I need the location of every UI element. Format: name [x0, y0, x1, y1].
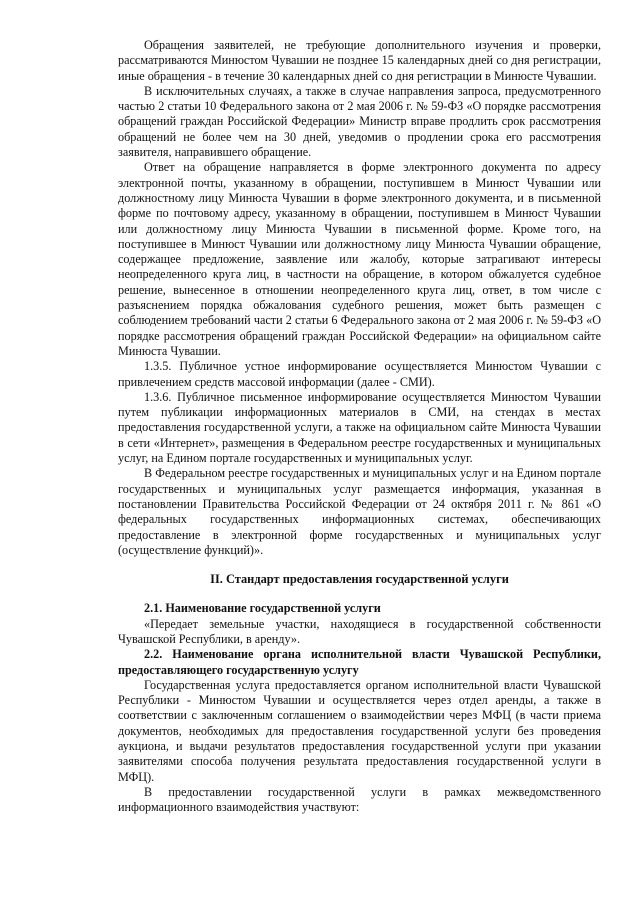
section-title: II. Стандарт предоставления государственной услуги [210, 572, 509, 587]
subsection-2-1-title: 2.1. Наименование государственной услуги [144, 601, 381, 616]
subsection-2-2-text: Государственная услуга предоставляется органом исполнительной власти Чувашской Республики - Минюстом Чувашии и осуществляется через отдел аренды, а также в соответствии с заключенным соглашением о взаимодействии через МФЦ (в части приема документов, необходимых для предоставления государственной услуги без проведения аукциона, и выдачи результатов предоставления государственной услуги при указании заявителями способа получения результата предоставления государственной услуги в МФЦ). [118, 677, 601, 784]
paragraph-review-terms: Обращения заявителей, не требующие дополнительного изучения и проверки, рассматриваются Минюстом Чувашии не позднее 15 календарных дней со дня регистрации, иные обращения - в течение 30 календарных дней со дня регистрации в Минюсте Чувашии. [118, 38, 601, 83]
paragraph-1-3-6: 1.3.6. Публичное письменное информирование осуществляется Минюстом Чувашии путем публикации информационных материалов в СМИ, на стендах в местах предоставления государственной услуги, а также на официальном сайте Минюста Чувашии в сети «Интернет», размещения в Федеральном реестре государственных и муниципальных услуг, на Едином портале государственных и муниципальных услуг. [118, 389, 601, 466]
paragraph-response: Ответ на обращение направляется в форме электронного документа по адресу электронной почты, указанному в обращении, поступившем в Минюст Чувашии или должностному лицу Минюста Чувашии в форме электронного документа, и в письменной форме по почтовому адресу, указанному в обращении, поступившем в Минюст Чувашии или должностному лицу Минюста Чувашии в письменной форме. Кроме того, на поступившее в Минюст Чувашии или должностному лицу Минюста Чувашии обращение, содержащее предложение, заявление или жалобу, которые затрагивают интересы неопределенного круга лиц, в частности на обращение, в котором обжалуется судебное решение, вынесенное в отношении неопределенного круга лиц, ответ, в том числе с разъяснением порядка обжалования судебного решения, может быть размещен с соблюдением требований части 2 статьи 6 Федерального закона от 2 мая 2006 г. № 59-ФЗ «О порядке рассмотрения обращений граждан Российской Федерации» на официальном сайте Минюста Чувашии. [118, 160, 601, 358]
subsection-2-2-title: 2.2. Наименование органа исполнительной власти Чувашской Республики, предоставляющего государственную услугу [118, 647, 601, 677]
subsection-2-1-text: «Передает земельные участки, находящиеся в государственной собственности Чувашской Республики, в аренду». [118, 616, 601, 646]
paragraph-federal-registry: В Федеральном реестре государственных и муниципальных услуг и на Едином портале государственных и муниципальных услуг размещается информация, указанная в постановлении Правительства Российской Федерации от 24 октября 2011 г. № 861 «О федеральных государственных информационных системах, обеспечивающих предоставление в электронной форме государственных и муниципальных услуг (осуществление функций)». [118, 466, 601, 557]
paragraph-extension: В исключительных случаях, а также в случае направления запроса, предусмотренного частью 2 статьи 10 Федерального закона от 2 мая 2006 г. № 59-ФЗ «О порядке рассмотрения обращений граждан Российской Федерации» Министр вправе продлить срок рассмотрения обращений не более чем на 30 дней, уведомив о продлении срока его рассмотрения заявителя, направившего обращение. [118, 83, 601, 160]
subsection-2-2-participants: В предоставлении государственной услуги в рамках межведомственного информационного взаимодействия участвуют: [118, 784, 601, 815]
paragraph-1-3-5: 1.3.5. Публичное устное информирование осуществляется Минюстом Чувашии с привлечением средств массовой информации (далее - СМИ). [118, 359, 601, 389]
